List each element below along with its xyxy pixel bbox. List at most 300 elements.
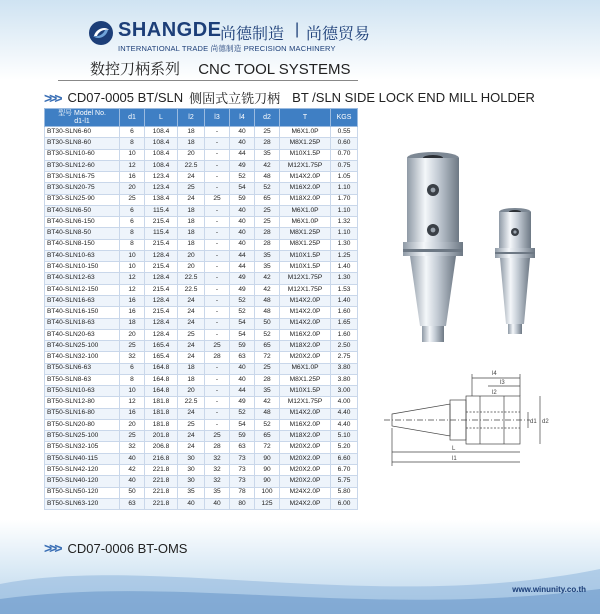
table-cell: M20X2.0P xyxy=(280,453,331,464)
model-cell: BT30-SLN8-60 xyxy=(45,138,120,149)
table-cell: 22.5 xyxy=(178,397,205,408)
table-cell: - xyxy=(205,138,230,149)
table-cell: 54 xyxy=(230,329,255,340)
table-cell: 25 xyxy=(178,329,205,340)
page-title xyxy=(90,58,350,79)
brand-subtitle xyxy=(118,43,336,54)
table-cell: 0.70 xyxy=(331,149,358,160)
table-cell: M14X2.0P xyxy=(280,172,331,183)
table-cell: - xyxy=(205,160,230,171)
column-header-model xyxy=(45,109,120,127)
table-cell: 24 xyxy=(178,318,205,329)
table-cell: 6 xyxy=(120,217,145,228)
table-cell: 40 xyxy=(230,363,255,374)
table-cell: 1.40 xyxy=(331,295,358,306)
table-cell: 12 xyxy=(120,160,145,171)
table-row xyxy=(45,250,358,261)
table-cell: 22.5 xyxy=(178,284,205,295)
table-cell: 40 xyxy=(230,374,255,385)
table-cell: 6 xyxy=(120,127,145,138)
table-row xyxy=(45,228,358,239)
table-cell: 30 xyxy=(178,453,205,464)
table-cell: M18X2.0P xyxy=(280,194,331,205)
table-cell: 164.8 xyxy=(145,363,178,374)
table-cell: 0.60 xyxy=(331,138,358,149)
table-cell: 30 xyxy=(178,464,205,475)
table-cell: 72 xyxy=(255,352,280,363)
table-cell: 35 xyxy=(255,262,280,273)
table-cell: 12 xyxy=(120,397,145,408)
model-cell: BT40-SLN18-63 xyxy=(45,318,120,329)
table-cell: 25 xyxy=(205,341,230,352)
table-cell: 25 xyxy=(178,419,205,430)
model-cell: BT50-SLN6-63 xyxy=(45,363,120,374)
table-row xyxy=(45,295,358,306)
table-cell: 48 xyxy=(255,408,280,419)
table-cell: 6 xyxy=(120,363,145,374)
website-url[interactable]: www.winunity.co.th xyxy=(512,585,586,594)
table-cell: 1.10 xyxy=(331,205,358,216)
table-cell: 24 xyxy=(178,442,205,453)
table-body xyxy=(45,127,358,510)
table-cell: 63 xyxy=(120,498,145,509)
table-cell: 201.8 xyxy=(145,431,178,442)
table-row xyxy=(45,183,358,194)
brand-name: SHANGDE xyxy=(118,19,222,41)
table-cell: 215.4 xyxy=(145,307,178,318)
table-cell: 49 xyxy=(230,397,255,408)
table-cell: - xyxy=(205,386,230,397)
table-cell: M20X2.0P xyxy=(280,464,331,475)
drawing-label-d1: d1 xyxy=(530,419,537,425)
brand-separator: | xyxy=(295,21,300,38)
table-cell: M20X2.0P xyxy=(280,442,331,453)
title-divider xyxy=(58,80,358,81)
drawing-label-L: L xyxy=(452,446,456,452)
table-cell: - xyxy=(205,374,230,385)
table-cell: 128.4 xyxy=(145,295,178,306)
table-cell: M16X2.0P xyxy=(280,329,331,340)
table-cell: 49 xyxy=(230,273,255,284)
model-cell: BT40-SLN12-63 xyxy=(45,273,120,284)
model-cell: BT40-SLN16-63 xyxy=(45,295,120,306)
table-cell: M12X1.75P xyxy=(280,273,331,284)
tool-holder-photo-small xyxy=(488,206,542,338)
table-cell: 215.4 xyxy=(145,262,178,273)
table-cell: - xyxy=(205,419,230,430)
table-cell: 20 xyxy=(178,262,205,273)
table-cell: 42 xyxy=(255,284,280,295)
table-cell: 108.4 xyxy=(145,149,178,160)
table-cell: - xyxy=(205,205,230,216)
table-row xyxy=(45,374,358,385)
brand-name-cn: 尚德制造 xyxy=(220,24,285,43)
table-cell: 40 xyxy=(205,498,230,509)
table-cell: M6X1.0P xyxy=(280,363,331,374)
table-cell: - xyxy=(205,239,230,250)
table-cell: 18 xyxy=(178,374,205,385)
table-cell: 12 xyxy=(120,273,145,284)
model-cell: BT50-SLN20-80 xyxy=(45,419,120,430)
table-cell: 0.55 xyxy=(331,127,358,138)
table-cell: M24X2.0P xyxy=(280,498,331,509)
table-cell: 10 xyxy=(120,262,145,273)
table-cell: 28 xyxy=(255,228,280,239)
table-cell: 32 xyxy=(205,464,230,475)
table-cell: 32 xyxy=(205,453,230,464)
table-cell: - xyxy=(205,363,230,374)
table-cell: 40 xyxy=(178,498,205,509)
table-cell: 25 xyxy=(205,431,230,442)
table-row xyxy=(45,408,358,419)
model-cell: BT40-SLN32-100 xyxy=(45,352,120,363)
table-cell: 6.00 xyxy=(331,498,358,509)
table-cell: 4.00 xyxy=(331,397,358,408)
table-cell: M14X2.0P xyxy=(280,295,331,306)
table-cell: 1.53 xyxy=(331,284,358,295)
table-cell: 18 xyxy=(178,127,205,138)
model-cell: BT50-SLN42-120 xyxy=(45,464,120,475)
section-heading-oms xyxy=(44,540,187,556)
table-cell: 63 xyxy=(230,352,255,363)
model-cell: BT40-SLN8-150 xyxy=(45,239,120,250)
table-cell: 24 xyxy=(178,172,205,183)
table-cell: 42 xyxy=(255,397,280,408)
table-cell: 32 xyxy=(120,352,145,363)
table-cell: 73 xyxy=(230,464,255,475)
table-row xyxy=(45,160,358,171)
table-cell: - xyxy=(205,262,230,273)
table-cell: 24 xyxy=(178,341,205,352)
table-cell: 42 xyxy=(255,273,280,284)
table-cell: 20 xyxy=(120,183,145,194)
table-cell: 221.8 xyxy=(145,487,178,498)
table-cell: - xyxy=(205,307,230,318)
table-row xyxy=(45,194,358,205)
table-cell: 59 xyxy=(230,194,255,205)
table-cell: 128.4 xyxy=(145,318,178,329)
model-cell: BT40-SLN8-50 xyxy=(45,228,120,239)
table-cell: 181.8 xyxy=(145,408,178,419)
table-cell: 4.40 xyxy=(331,419,358,430)
table-cell: 1.30 xyxy=(331,239,358,250)
table-cell: - xyxy=(205,217,230,228)
table-cell: 1.10 xyxy=(331,228,358,239)
table-header-row xyxy=(45,109,358,127)
brand-name-cn-2: 尚德贸易 xyxy=(306,24,371,43)
table-cell: 18 xyxy=(120,318,145,329)
table-cell: 25 xyxy=(120,341,145,352)
table-row xyxy=(45,239,358,250)
table-cell: 3.80 xyxy=(331,363,358,374)
table-cell: 40 xyxy=(230,138,255,149)
table-cell: 216.8 xyxy=(145,453,178,464)
table-cell: 24 xyxy=(178,307,205,318)
table-cell: 25 xyxy=(255,127,280,138)
table-cell: 215.4 xyxy=(145,284,178,295)
column-header: KGS xyxy=(331,109,358,127)
table-row xyxy=(45,341,358,352)
table-cell: 24 xyxy=(178,295,205,306)
table-row xyxy=(45,149,358,160)
table-cell: 115.4 xyxy=(145,228,178,239)
model-cell: BT50-SLN50-120 xyxy=(45,487,120,498)
table-cell: M24X2.0P xyxy=(280,487,331,498)
table-cell: 4.40 xyxy=(331,408,358,419)
table-cell: 40 xyxy=(230,228,255,239)
table-cell: 6 xyxy=(120,205,145,216)
drawing-label-l2: l2 xyxy=(492,390,497,396)
table-row xyxy=(45,453,358,464)
table-cell: 115.4 xyxy=(145,205,178,216)
table-row xyxy=(45,487,358,498)
table-cell: 2.50 xyxy=(331,341,358,352)
table-cell: 48 xyxy=(255,172,280,183)
table-cell: 25 xyxy=(255,205,280,216)
chevron-right-icon: >>> xyxy=(44,89,60,106)
table-cell: 181.8 xyxy=(145,419,178,430)
section-code-oms: CD07-0006 BT-OMS xyxy=(67,540,188,556)
table-cell: 40 xyxy=(230,127,255,138)
table-cell: M8X1.25P xyxy=(280,228,331,239)
model-cell: BT30-SLN20-75 xyxy=(45,183,120,194)
chevron-right-icon: >>> xyxy=(44,540,60,556)
table-row xyxy=(45,217,358,228)
table-cell: M8X1.25P xyxy=(280,138,331,149)
table-cell: - xyxy=(205,127,230,138)
table-cell: M16X2.0P xyxy=(280,419,331,430)
table-cell: 128.4 xyxy=(145,273,178,284)
table-cell: 1.40 xyxy=(331,262,358,273)
table-row xyxy=(45,352,358,363)
table-cell: 22.5 xyxy=(178,160,205,171)
model-cell: BT50-SLN32-105 xyxy=(45,442,120,453)
table-cell: 35 xyxy=(205,487,230,498)
table-cell: 48 xyxy=(255,295,280,306)
table-cell: 42 xyxy=(120,464,145,475)
table-cell: 52 xyxy=(230,408,255,419)
table-cell: 16 xyxy=(120,172,145,183)
table-cell: - xyxy=(205,284,230,295)
table-row xyxy=(45,284,358,295)
table-cell: 3.00 xyxy=(331,386,358,397)
table-cell: 108.4 xyxy=(145,138,178,149)
table-cell: 52 xyxy=(230,172,255,183)
table-cell: M10X1.5P xyxy=(280,386,331,397)
table-row xyxy=(45,431,358,442)
table-cell: 80 xyxy=(230,498,255,509)
table-cell: 221.8 xyxy=(145,498,178,509)
model-cell: BT50-SLN12-80 xyxy=(45,397,120,408)
table-cell: 221.8 xyxy=(145,476,178,487)
table-cell: 5.80 xyxy=(331,487,358,498)
table-row xyxy=(45,307,358,318)
table-cell: - xyxy=(205,228,230,239)
table-cell: 12 xyxy=(120,284,145,295)
table-cell: 181.8 xyxy=(145,397,178,408)
table-cell: 5.20 xyxy=(331,442,358,453)
table-cell: - xyxy=(205,183,230,194)
table-cell: 72 xyxy=(255,442,280,453)
table-cell: 16 xyxy=(120,307,145,318)
table-cell: 164.8 xyxy=(145,374,178,385)
table-cell: 8 xyxy=(120,228,145,239)
table-cell: 30 xyxy=(178,476,205,487)
model-cell: BT50-SLN8-63 xyxy=(45,374,120,385)
table-row xyxy=(45,464,358,475)
table-cell: 1.10 xyxy=(331,183,358,194)
table-cell: 8 xyxy=(120,374,145,385)
table-cell: 28 xyxy=(205,442,230,453)
table-cell: 1.60 xyxy=(331,307,358,318)
drawing-label-l1: l1 xyxy=(452,456,457,462)
table-cell: 44 xyxy=(230,386,255,397)
model-cell: BT50-SLN63-120 xyxy=(45,498,120,509)
table-cell: 54 xyxy=(230,183,255,194)
table-cell: 6.60 xyxy=(331,453,358,464)
model-cell: BT30-SLN6-60 xyxy=(45,127,120,138)
table-cell: 215.4 xyxy=(145,217,178,228)
table-cell: 18 xyxy=(178,217,205,228)
table-cell: 65 xyxy=(255,341,280,352)
section-heading-sln xyxy=(44,88,535,107)
model-cell: BT30-SLN25-90 xyxy=(45,194,120,205)
table-cell: - xyxy=(205,172,230,183)
table-cell: M18X2.0P xyxy=(280,431,331,442)
table-cell: 42 xyxy=(255,160,280,171)
table-cell: 28 xyxy=(255,138,280,149)
section-code-sln: CD07-0005 BT/SLN xyxy=(67,90,184,105)
model-cell: BT50-SLN16-80 xyxy=(45,408,120,419)
table-cell: 65 xyxy=(255,194,280,205)
table-cell: 221.8 xyxy=(145,464,178,475)
table-cell: 128.4 xyxy=(145,250,178,261)
table-cell: M8X1.25P xyxy=(280,239,331,250)
table-cell: M18X2.0P xyxy=(280,341,331,352)
table-cell: - xyxy=(205,408,230,419)
table-cell: 108.4 xyxy=(145,127,178,138)
table-cell: 123.4 xyxy=(145,183,178,194)
table-cell: 20 xyxy=(120,419,145,430)
table-cell: 164.8 xyxy=(145,386,178,397)
table-cell: M8X1.25P xyxy=(280,374,331,385)
table-cell: M10X1.5P xyxy=(280,262,331,273)
column-header-model-label: 型号 Model No. xyxy=(58,110,106,118)
section-title-cn-sln: 侧固式立铣刀柄 xyxy=(189,92,281,107)
table-cell: 24 xyxy=(178,194,205,205)
brand-logo-icon xyxy=(88,20,114,46)
table-cell: 100 xyxy=(255,487,280,498)
table-cell: M6X1.0P xyxy=(280,217,331,228)
table-row xyxy=(45,172,358,183)
drawing-label-l3: l3 xyxy=(500,380,505,386)
table-cell: 35 xyxy=(255,250,280,261)
model-cell: BT40-SLN20-63 xyxy=(45,329,120,340)
section-title-en-sln: BT /SLN SIDE LOCK END MILL HOLDER xyxy=(292,90,535,105)
table-cell: 35 xyxy=(255,149,280,160)
table-cell: 48 xyxy=(255,307,280,318)
table-row xyxy=(45,363,358,374)
column-header: T xyxy=(280,109,331,127)
table-cell: M12X1.75P xyxy=(280,397,331,408)
table-cell: 90 xyxy=(255,476,280,487)
column-header: L xyxy=(145,109,178,127)
table-cell: 20 xyxy=(178,386,205,397)
column-header: l2 xyxy=(178,109,205,127)
table-cell: 44 xyxy=(230,149,255,160)
table-cell: 20 xyxy=(178,149,205,160)
drawing-label-d2: d2 xyxy=(542,419,549,425)
model-cell: BT40-SLN25-100 xyxy=(45,341,120,352)
table-cell: M14X2.0P xyxy=(280,307,331,318)
model-cell: BT50-SLN40-120 xyxy=(45,476,120,487)
table-cell: - xyxy=(205,329,230,340)
table-cell: 8 xyxy=(120,239,145,250)
table-cell: 25 xyxy=(120,194,145,205)
table-cell: 18 xyxy=(178,228,205,239)
table-cell: 20 xyxy=(178,250,205,261)
table-cell: 63 xyxy=(230,442,255,453)
column-header: l3 xyxy=(205,109,230,127)
table-cell: M12X1.75P xyxy=(280,160,331,171)
table-cell: 50 xyxy=(255,318,280,329)
table-row xyxy=(45,386,358,397)
model-cell: BT30-SLN12-60 xyxy=(45,160,120,171)
table-cell: 59 xyxy=(230,341,255,352)
table-cell: M20X2.0P xyxy=(280,476,331,487)
table-row xyxy=(45,419,358,430)
table-cell: 78 xyxy=(230,487,255,498)
table-cell: 35 xyxy=(178,487,205,498)
table-cell: M6X1.0P xyxy=(280,205,331,216)
table-cell: 1.60 xyxy=(331,329,358,340)
table-cell: 108.4 xyxy=(145,160,178,171)
table-cell: 2.75 xyxy=(331,352,358,363)
model-cell: BT50-SLN40-115 xyxy=(45,453,120,464)
table-cell: 22.5 xyxy=(178,273,205,284)
table-row xyxy=(45,205,358,216)
table-cell: 73 xyxy=(230,453,255,464)
model-cell: BT50-SLN10-63 xyxy=(45,386,120,397)
table-row xyxy=(45,262,358,273)
table-cell: 52 xyxy=(255,183,280,194)
table-cell: 1.05 xyxy=(331,172,358,183)
model-cell: BT40-SLN10-63 xyxy=(45,250,120,261)
table-cell: 40 xyxy=(120,476,145,487)
table-cell: 24 xyxy=(178,352,205,363)
table-cell: - xyxy=(205,397,230,408)
table-row xyxy=(45,498,358,509)
table-cell: 25 xyxy=(255,217,280,228)
drawing-label-l4: l4 xyxy=(492,371,497,377)
table-cell: 52 xyxy=(255,419,280,430)
table-cell: M10X1.5P xyxy=(280,149,331,160)
table-cell: - xyxy=(205,149,230,160)
table-cell: 8 xyxy=(120,138,145,149)
table-cell: 54 xyxy=(230,318,255,329)
table-cell: 125 xyxy=(255,498,280,509)
model-cell: BT30-SLN10-60 xyxy=(45,149,120,160)
page-title-en: CNC TOOL SYSTEMS xyxy=(198,61,351,78)
page-title-cn: 数控刀柄系列 xyxy=(90,60,181,78)
table-cell: 165.4 xyxy=(145,341,178,352)
table-cell: 24 xyxy=(178,408,205,419)
table-cell: M10X1.5P xyxy=(280,250,331,261)
model-cell: BT40-SLN16-150 xyxy=(45,307,120,318)
table-cell: 25 xyxy=(205,194,230,205)
table-cell: 5.75 xyxy=(331,476,358,487)
table-cell: 44 xyxy=(230,262,255,273)
